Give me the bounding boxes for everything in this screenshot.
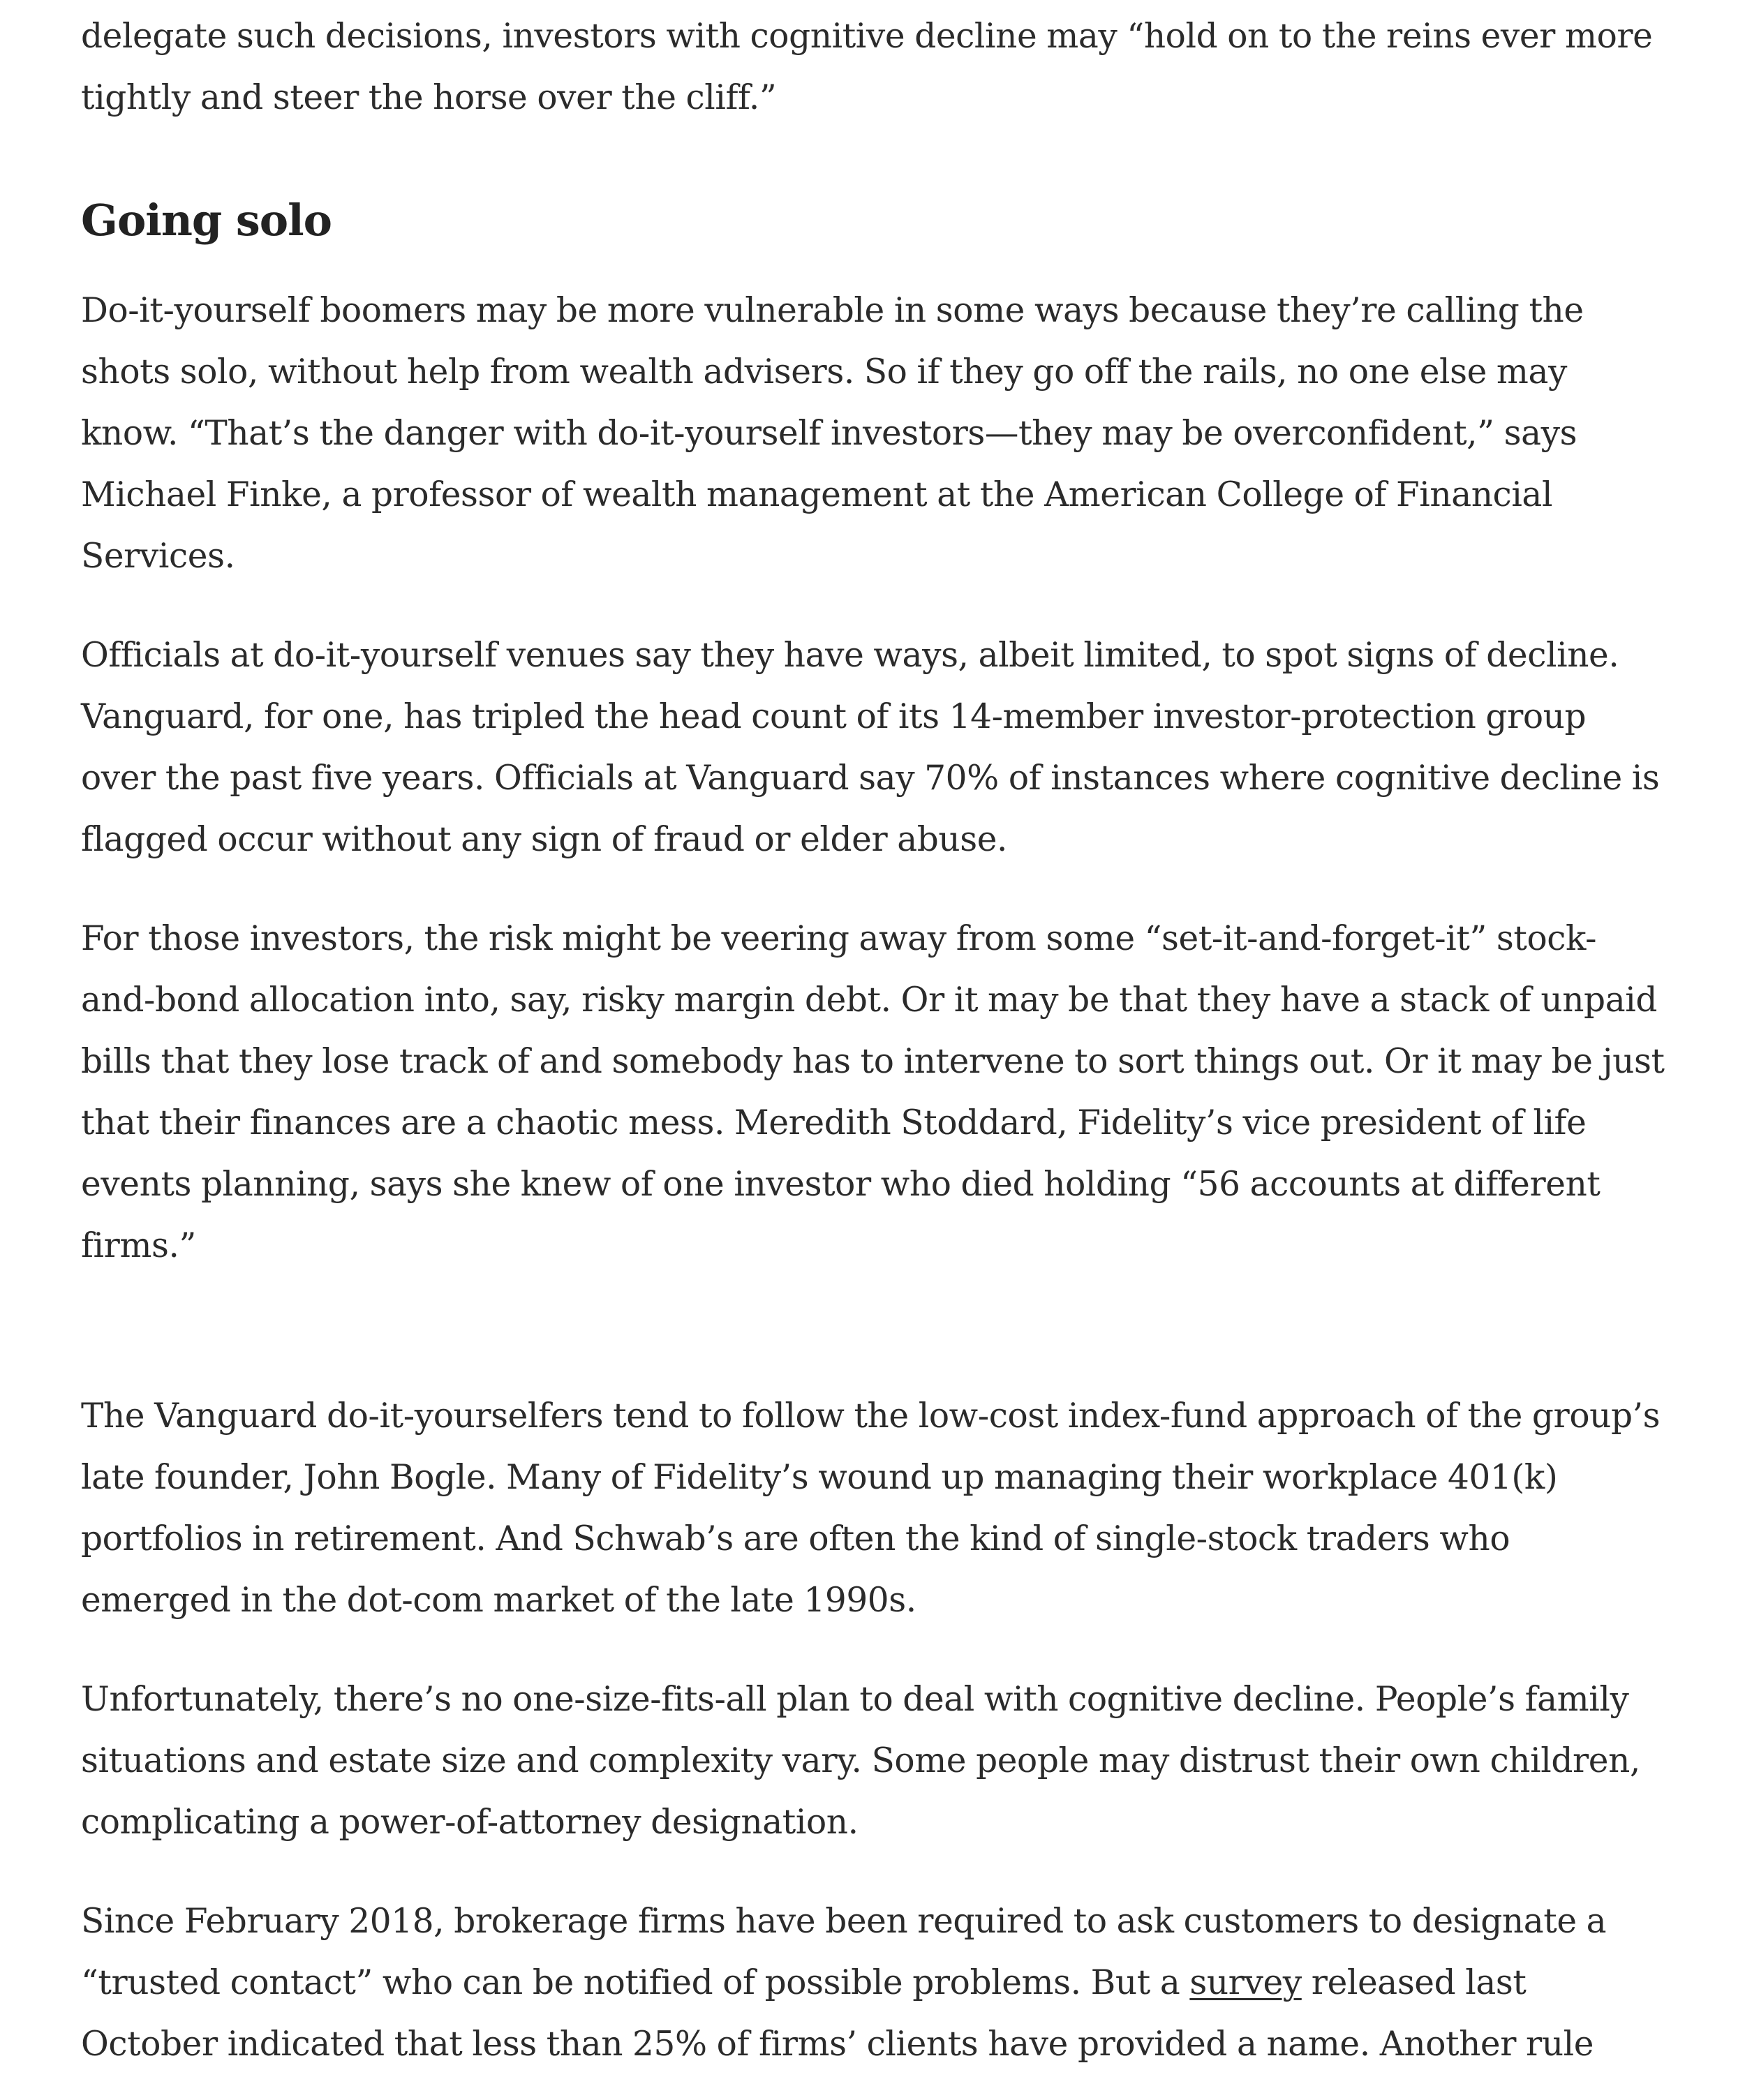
paragraph-risk: For those investors, the risk might be veering away from some “set-it-and-forget-it” stock-and-bond allocation into, say, risky margin debt. Or it may be that they have a stack of unpaid bills that they lose track of and somebody has to intervene to sort things out. Or it may be just that their finances are a chaotic mess. Meredith Stoddard, Fidelity’s vice president of life events planning, says she knew of one investor who died holding “56 accounts at different firms.” — [81, 919, 1665, 1265]
section-heading: Going solo — [81, 195, 332, 246]
paragraph-vanguard-diy: The Vanguard do-it-yourselfers tend to follow the low-cost index-fund approach of the group’s late founder, John Bogle. Many of Fidelity’s wound up managing their workplace 401(k) portfolios in retirement. And Schwab’s are often the kind of single-stock traders who emerged in the dot-com market of the late 1990s. — [81, 1397, 1661, 1620]
paragraph-trusted-contact — [81, 1891, 1665, 2075]
section-going-solo — [81, 190, 1665, 251]
paragraph-diy-boomers: Do-it-yourself boomers may be more vulnerable in some ways because they’re calling the shots solo, without help from wealth advisers. So if they go off the rails, no one else may know. “That’s the danger with do-it-yourself investors—they may be overconfident,” says Michael Finke, a professor of wealth management at the American College of Financial Services. — [81, 291, 1584, 576]
paragraph-text-before-link: Since February 2018, brokerage firms have been required to ask customers to designate a “trusted contact” who can be notified of possible problems. But a — [81, 1902, 1607, 2002]
paragraph-text-after-link: released last October indicated that less than 25% of firms’ clients have provided a name. Another rule — [81, 1963, 1594, 2064]
survey-link[interactable]: survey — [1189, 1963, 1302, 2002]
paragraph-officials: Officials at do-it-yourself venues say they have ways, albeit limited, to spot signs of decline. Vanguard, for one, has tripled the head count of its 14-member investor-protection group over the past five years. Officials at Vanguard say 70% of instances where cognitive decline is flagged occur without any sign of fraud or elder abuse. — [81, 636, 1660, 859]
intro-paragraph: delegate such decisions, investors with cognitive decline may “hold on to the reins ever more tightly and steer the horse over the cliff.” — [81, 17, 1653, 117]
paragraph-no-plan: Unfortunately, there’s no one-size-fits-all plan to deal with cognitive decline. People’s family situations and estate size and complexity vary. Some people may distrust their own children, complicating a power-of-attorney designation. — [81, 1680, 1640, 1842]
article-body — [81, 6, 1665, 2075]
